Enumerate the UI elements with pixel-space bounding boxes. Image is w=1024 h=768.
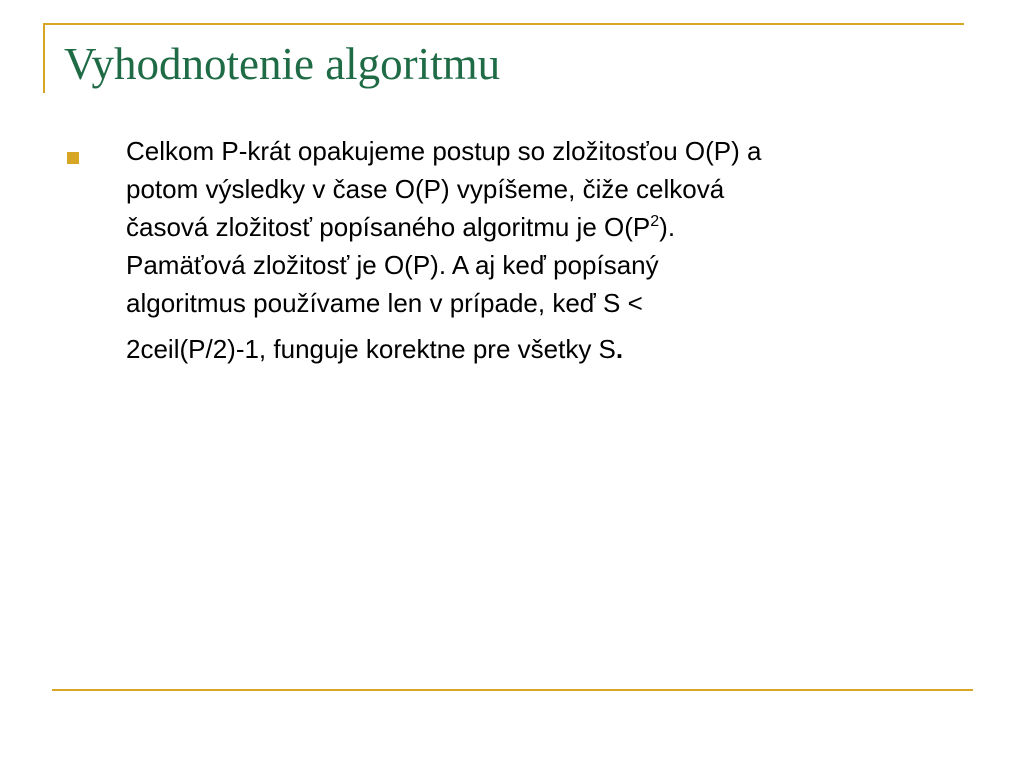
bottom-rule-line [52,689,973,691]
left-rule-line [43,23,45,93]
square-bullet-icon [67,152,79,164]
bullet-text [126,132,970,368]
bullet-line-6-period: . [615,334,624,364]
slide-title: Vyhodnotenie algoritmu [64,39,501,89]
bullet-line-6 [126,330,970,368]
top-rule-line [43,23,964,25]
bullet-line-1: Celkom P-krát opakujeme postup so zložitosťou O(P) a [126,136,762,166]
bullet-line-3-main: časová zložitosť popísaného algoritmu je O(P [126,212,651,242]
bullet-line-2: potom výsledky v čase O(P) vypíšeme, čiže celková [126,174,725,204]
bullet-line-3 [126,208,970,246]
bullet-line-6-main: 2ceil(P/2)-1, funguje korektne pre všetky S [126,334,616,364]
exponent: 2 [650,213,660,230]
bullet-list [60,132,970,368]
bullet-line-4: Pamäťová zložitosť je O(P). A aj keď popísaný [126,250,659,280]
bullet-line-5: algoritmus používame len v prípade, keď S < [126,288,643,318]
list-item [60,132,970,368]
bullet-line-3-end: ). [659,212,676,242]
